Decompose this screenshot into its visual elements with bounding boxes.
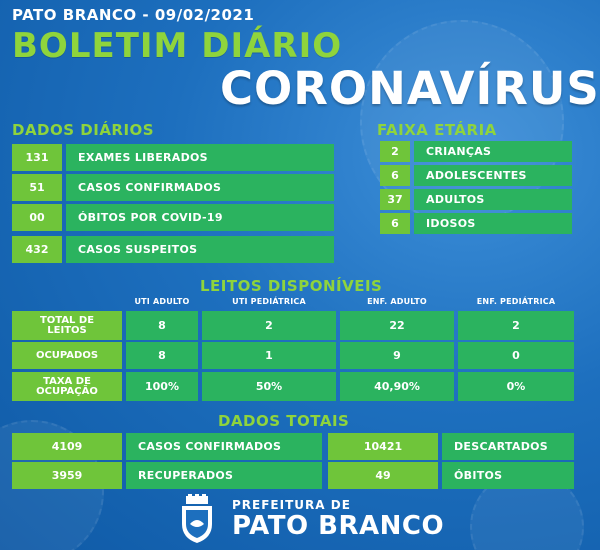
age-label: ADULTOS [414,189,572,210]
daily-row [12,236,334,263]
totals-label: ÓBITOS [442,462,574,489]
age-value: 6 [380,165,410,186]
daily-label: ÓBITOS POR COVID-19 [66,204,334,231]
location-date: PATO BRANCO - 09/02/2021 [12,6,255,24]
daily-row [12,174,334,201]
beds-col-header: UTI ADULTO [134,297,190,306]
totals-label: RECUPERADOS [126,462,322,489]
daily-value: 131 [12,144,62,171]
beds-cell: 50% [202,372,336,401]
beds-row-label-line: TOTAL DE [39,314,95,326]
beds-row-label-line: LEITOS [47,324,87,336]
beds-cell: 8 [126,311,198,340]
beds-col-header: ENF. PEDIÁTRICA [476,297,556,306]
daily-title: DADOS DIÁRIOS [12,121,155,139]
disease-title: CORONAVÍRUS [220,62,600,115]
city-crest-icon [172,494,222,544]
daily-value: 432 [12,236,62,263]
totals-label: CASOS CONFIRMADOS [126,433,322,460]
footer-line2: PATO BRANCO [232,511,445,541]
beds-cell: 9 [340,342,454,369]
beds-row-label-line: OCUPAÇÃO [36,385,98,397]
totals-value: 49 [328,462,438,489]
totals-row [12,433,322,460]
beds-cell: 100% [126,372,198,401]
age-value: 2 [380,141,410,162]
daily-value: 51 [12,174,62,201]
age-row [380,189,572,210]
beds-title: LEITOS DISPONÍVEIS [200,277,383,295]
beds-row-label [12,342,122,369]
beds-cell: 8 [126,342,198,369]
totals-row [328,462,574,489]
beds-col-header: ENF. ADULTO [367,297,427,306]
beds-cell: 40,90% [340,372,454,401]
age-label: IDOSOS [414,213,572,234]
beds-row-label-line: TAXA DE [43,375,91,387]
beds-cell: 22 [340,311,454,340]
age-value: 37 [380,189,410,210]
beds-cell: 2 [458,311,574,340]
totals-row [328,433,574,460]
totals-value: 3959 [12,462,122,489]
age-row [380,141,572,162]
footer-line1: PREFEITURA DE [232,498,351,512]
totals-row [12,462,322,489]
age-title: FAIXA ETÁRIA [377,121,497,139]
totals-value: 10421 [328,433,438,460]
totals-title: DADOS TOTAIS [218,412,350,430]
beds-cell: 2 [202,311,336,340]
beds-row-label [12,372,122,401]
totals-value: 4109 [12,433,122,460]
age-label: ADOLESCENTES [414,165,572,186]
beds-col-header: UTI PEDIÁTRICA [232,297,306,306]
beds-cell: 0% [458,372,574,401]
bulletin-title: BOLETIM DIÁRIO [12,26,343,66]
daily-label: CASOS CONFIRMADOS [66,174,334,201]
daily-value: 00 [12,204,62,231]
age-row [380,213,572,234]
beds-row-label [12,311,122,340]
daily-label: CASOS SUSPEITOS [66,236,334,263]
beds-row-label-line: OCUPADOS [35,349,99,361]
age-value: 6 [380,213,410,234]
daily-row [12,204,334,231]
beds-cell: 1 [202,342,336,369]
age-label: CRIANÇAS [414,141,572,162]
daily-label: EXAMES LIBERADOS [66,144,334,171]
age-row [380,165,572,186]
totals-label: DESCARTADOS [442,433,574,460]
daily-row [12,144,334,171]
beds-cell: 0 [458,342,574,369]
